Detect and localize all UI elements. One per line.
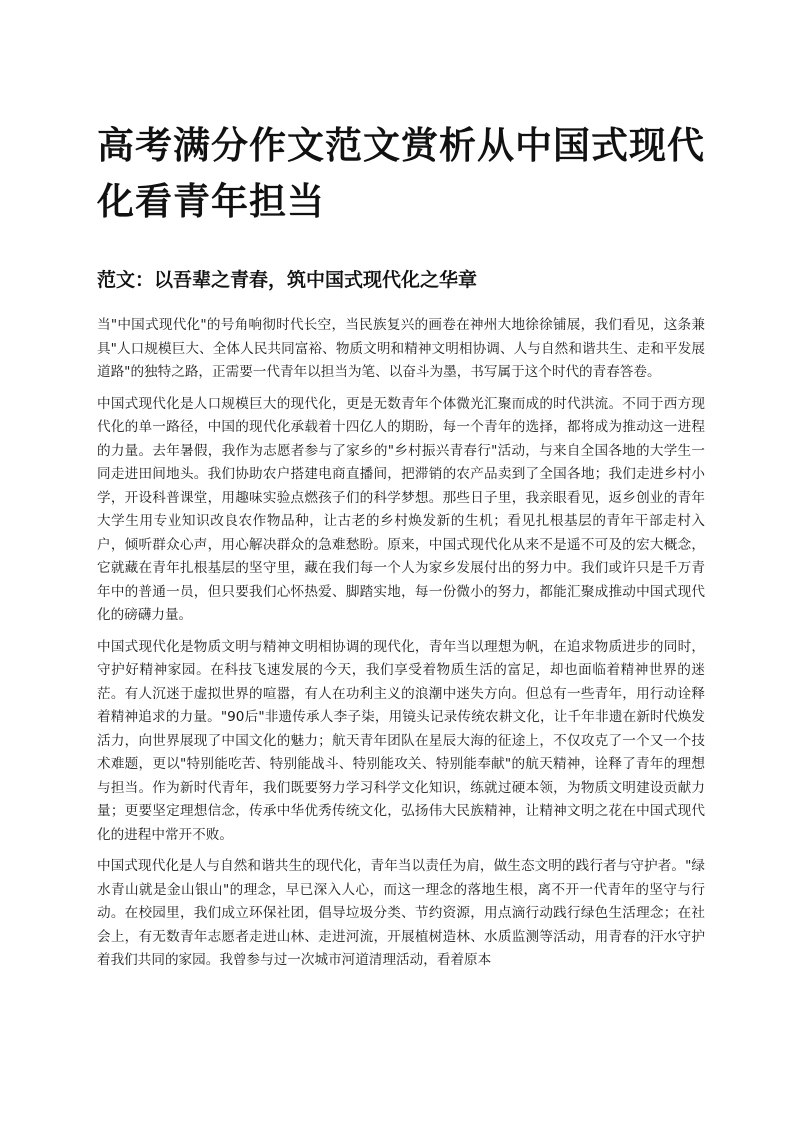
essay-subtitle: 范文：以吾辈之青春，筑中国式现代化之华章 bbox=[97, 269, 478, 291]
essay-paragraph: 中国式现代化是人口规模巨大的现代化，更是无数青年个体微光汇聚而成的时代洪流。不同于西方现代化的单一路径，中国的现代化承载着十四亿人的期盼，每一个青年的选择，都将成为推动这一进程的力量。去年暑假，我作为志愿者参与了家乡的"乡村振兴青春行"活动，与来自全国各地的大学生一同走进田间地头。我们协助农户搭建电商直播间，把滞销的农产品卖到了全国各地；我们走进乡村小学，开设科普课堂，用趣味实验点燃孩子们的科学梦想。那些日子里，我亲眼看见，返乡创业的青年大学生用专业知识改良农作物品种，让古老的乡村焕发新的生机；看见扎根基层的青年干部走村入户，倾听群众心声，用心解决群众的急难愁盼。原来，中国式现代化从来不是遥不可及的宏大概念，它就藏在青年扎根基层的坚守里，藏在我们每一个人为家乡发展付出的努力中。我们或许只是千万青年中的普通一员，但只要我们心怀热爱、脚踏实地，每一份微小的努力，都能汇聚成推动中国式现代化的磅礴力量。 bbox=[97, 395, 705, 623]
essay-paragraph: 中国式现代化是物质文明与精神文明相协调的现代化，青年当以理想为帆，在追求物质进步的同时，守护好精神家园。在科技飞速发展的今天，我们享受着物质生活的富足，却也面临着精神世界的迷茫。有人沉迷于虚拟世界的喧嚣，有人在功利主义的浪潮中迷失方向。但总有一些青年，用行动诠释着精神追求的力量。"90后"非遗传承人李子柒，用镜头记录传统农耕文化，让千年非遗在新时代焕发活力，向世界展现了中国文化的魅力；航天青年团队在星辰大海的征途上，不仅攻克了一个又一个技术难题，更以"特别能吃苦、特别能战斗、特别能攻关、特别能奉献"的航天精神，诠释了青年的理想与担当。作为新时代青年，我们既要努力学习科学文化知识，练就过硬本领，为物质文明建设贡献力量；更要坚定理想信念，传承中华优秀传统文化，弘扬伟大民族精神，让精神文明之花在中国式现代化的进程中常开不败。 bbox=[97, 638, 705, 843]
page-title: 高考满分作文范文赏析从中国式现代化看青年担当 bbox=[97, 124, 705, 223]
essay-body bbox=[97, 314, 705, 981]
essay-paragraph: 中国式现代化是人与自然和谐共生的现代化，青年当以责任为肩，做生态文明的践行者与守护者。"绿水青山就是金山银山"的理念，早已深入人心，而这一理念的落地生根，离不开一代青年的坚守与行动。在校园里，我们成立环保社团，倡导垃圾分类、节约资源，用点滴行动践行绿色生活理念；在社会上，有无数青年志愿者走进山林、走进河流，开展植树造林、水质监测等活动，用青春的汗水守护着我们共同的家园。我曾参与过一次城市河道清理活动，看着原本 bbox=[97, 858, 705, 968]
essay-paragraph: 当"中国式现代化"的号角响彻时代长空，当民族复兴的画卷在神州大地徐徐铺展，我们看见，这条兼具"人口规模巨大、全体人民共同富裕、物质文明和精神文明相协调、人与自然和谐共生、走和平发展道路"的独特之路，正需要一代青年以担当为笔、以奋斗为墨，书写属于这个时代的青春答卷。 bbox=[97, 317, 705, 380]
